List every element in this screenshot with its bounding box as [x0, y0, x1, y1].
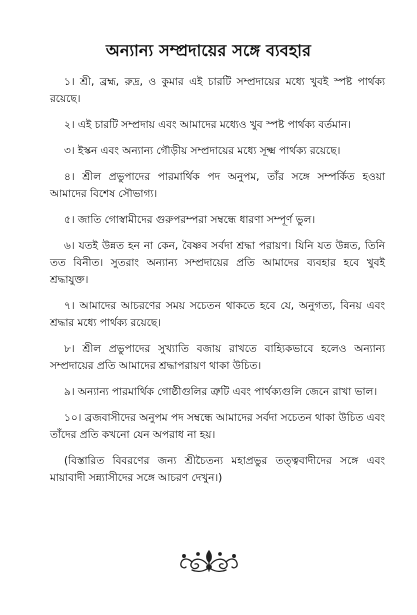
paragraph-4: ৪। শ্রীল প্রভুপাদের পারমার্থিক পদ অনুপম, তাঁর সঙ্গে সম্পর্কিত হওয়া আমাদের বিশেষ সৌভাগ্য।	[50, 171, 385, 200]
paragraph-6: ৬। যতই উন্নত হন না কেন, বৈষ্ণব সর্বদা শ্রদ্ধা পরায়ণ। যিনি যত উন্নত, তিনি তত বিনীত। সুতরাং অন্যান্য সম্প্রদায়ের প্রতি আমাদের ব্যবহার হবে খুবই শ্রদ্ধাযুক্ত।	[50, 240, 385, 286]
floral-ornament-icon	[178, 548, 240, 574]
reference-note: (বিস্তারিত বিবরণের জন্য শ্রীচৈতন্য মহাপ্রভুর তত্ত্ববাদীদের সঙ্গে এবং মায়াবাদী সন্ন্যাসীদের সঙ্গে আচরণ দেখুন।)	[50, 455, 385, 484]
paragraph-5: ৫। জাতি গোস্বামীদের গুরুপরম্পরা সম্বন্ধে ধারণা সম্পূর্ণ ভুল।	[64, 214, 316, 226]
paragraph-9: ৯। অন্যান্য পারমার্থিক গোষ্ঠীগুলির ত্রুটি এবং পার্থক্যগুলি জেনে রাখা ভাল।	[64, 386, 378, 398]
page-title: অন্যান্য সম্প্রদায়ের সঙ্গে ব্যবহার	[105, 41, 312, 60]
paragraph-3: ৩। ইস্কন এবং অন্যান্য গৌড়ীয় সম্প্রদায়ের মধ্যে সূক্ষ্ম পার্থক্য রয়েছে।	[64, 145, 341, 157]
body-text	[50, 74, 385, 487]
paragraph-10: ১০। ব্রজবাসীদের অনুপম পদ সম্বন্ধে আমাদের সর্বদা সচেতন থাকা উচিত এবং তাঁদের প্রতি কখনো যেন অপরাধ না হয়।	[50, 412, 385, 441]
paragraph-2: ২। এই চারটি সম্প্রদায় এবং আমাদের মধ্যেও খুব স্পষ্ট পার্থক্য বর্তমান।	[64, 119, 351, 131]
paragraph-1: ১। শ্রী, ব্রহ্ম, রুদ্র, ও কুমার এই চারটি সম্প্রদায়ের মধ্যে খুবই স্পষ্ট পার্থক্য রয়েছে।	[50, 76, 385, 105]
paragraph-8: ৮। শ্রীল প্রভুপাদের সুখ্যাতি বজায় রাখতে বাহ্যিকভাবে হলেও অন্যান্য সম্প্রদায়ের প্রতি আমাদের শ্রদ্ধাপরায়ণ থাকা উচিত।	[50, 343, 385, 372]
paragraph-7: ৭। আমাদের আচরণের সময় সচেতন থাকতে হবে যে, অনুগত্য, বিনয় এবং শ্রদ্ধার মধ্যে পার্থক্য রয়েছে।	[50, 300, 385, 329]
